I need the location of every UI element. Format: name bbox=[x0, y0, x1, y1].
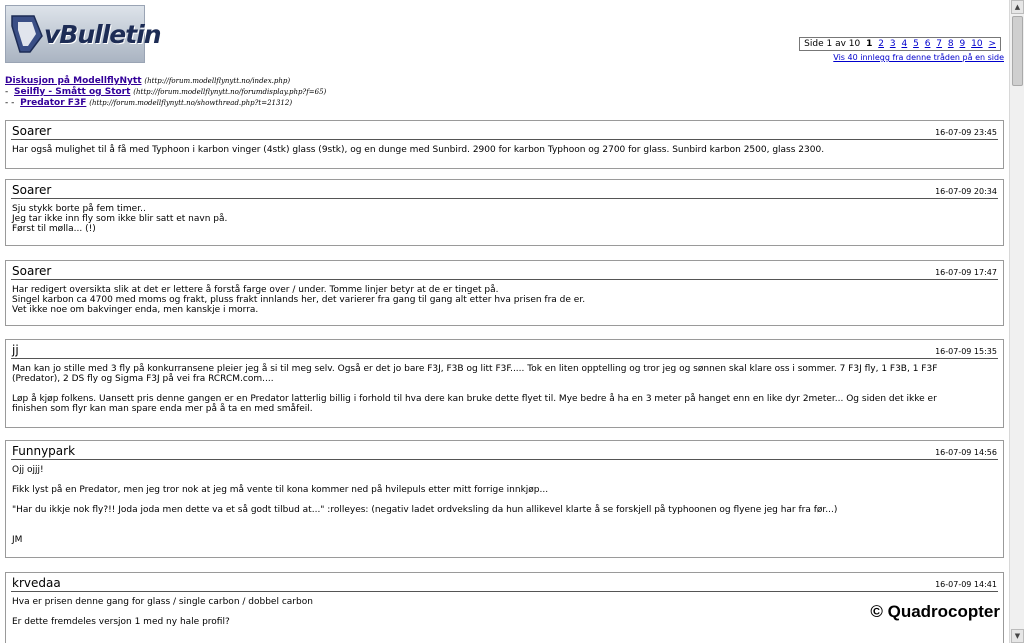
post-body bbox=[6, 140, 1003, 155]
page-link[interactable]: 7 bbox=[936, 39, 943, 49]
post-paragraph: Har redigert oversikta slik at det er lettere å forstå farge over / under. Tomme linjer betyr at de er tinget på. Singel karbon ca 4700 med moms og frakt, pluss frakt innlands her, det varierer fra gang til gang alt etter hva prisen fra de er. Vet ikke noe om bakvinger enda, men kanskje i morra. bbox=[12, 285, 586, 315]
page-current: 1 bbox=[866, 39, 873, 49]
post-paragraph: Man kan jo stille med 3 fly på konkurransene pleier jeg å si til meg selv. Også er det jo bare F3J, F3B og litt F3F..... Tok en liten opptelling og tror jeg og sønnen skal klare oss i sommer. 7 F3J fly, 1 F3B, 1 F3F (Predator), 2 DS fly og Sigma F3J på vei fra RCRCM.com.... bbox=[12, 364, 938, 384]
post-author: Funnypark bbox=[12, 444, 76, 458]
post-date: 16-07-09 14:56 bbox=[935, 448, 997, 457]
post bbox=[5, 339, 1004, 428]
post bbox=[5, 120, 1004, 169]
post-date: 16-07-09 20:34 bbox=[935, 187, 997, 196]
post-author: Soarer bbox=[12, 264, 52, 278]
post-date: 16-07-09 14:41 bbox=[935, 580, 997, 589]
post-paragraph: Fikk lyst på en Predator, men jeg tror nok at jeg må vente til kona kommer ned på hvilepuls etter mitt forrige innkjøp... bbox=[12, 485, 549, 495]
page-count-label: Side 1 av 10 bbox=[804, 39, 861, 49]
post bbox=[5, 260, 1004, 326]
breadcrumb-link-forum[interactable]: Diskusjon på ModellflyNytt bbox=[5, 76, 142, 86]
breadcrumb-url: (http://forum.modellflynytt.no/showthread.php?t=21312) bbox=[89, 99, 293, 107]
breadcrumb-prefix: - - bbox=[5, 98, 15, 108]
post bbox=[5, 179, 1004, 246]
post-body bbox=[6, 359, 1003, 414]
breadcrumb-item bbox=[5, 76, 326, 87]
scroll-down-icon[interactable]: ▼ bbox=[1011, 629, 1024, 643]
post-paragraph: JM bbox=[12, 535, 23, 545]
page-link[interactable]: 9 bbox=[959, 39, 966, 49]
page-link[interactable]: 5 bbox=[913, 39, 919, 49]
breadcrumb-item bbox=[5, 98, 326, 109]
post-author: Soarer bbox=[12, 124, 52, 138]
breadcrumb-url: (http://forum.modellflynytt.no/index.php) bbox=[144, 77, 291, 85]
scrollbar-thumb[interactable] bbox=[1012, 16, 1023, 86]
vbulletin-logo[interactable] bbox=[5, 5, 161, 63]
post-paragraph: Sju stykk borte på fem timer.. Jeg tar ikke inn fly som ikke blir satt et navn på. Først til mølla... (!) bbox=[12, 204, 228, 234]
breadcrumb-link-subforum[interactable]: Seilfly - Smått og Stort bbox=[13, 87, 131, 97]
page-navigation bbox=[799, 37, 1001, 51]
post-paragraph: Løp å kjøp folkens. Uansett pris denne gangen er en Predator latterlig billig i forhold til hva dere kan bruke dette flyet til. Mye bedre å ha en 3 meter på hanget enn en like dyr 2meter... Og siden det ikke er finishen som flyr kan man spare enda mer på å ta en med småfeil. bbox=[12, 394, 937, 414]
scroll-up-icon[interactable]: ▲ bbox=[1011, 0, 1024, 14]
post-body bbox=[6, 280, 1003, 315]
page-link[interactable]: 4 bbox=[901, 39, 908, 49]
vbulletin-logo-icon bbox=[10, 12, 44, 56]
page-link[interactable]: 6 bbox=[924, 39, 931, 49]
post-date: 16-07-09 23:45 bbox=[935, 128, 997, 137]
post-header bbox=[11, 180, 998, 199]
post-paragraph: "Har du ikkje nok fly?!! Joda joda men dette va et så godt tilbud at..." :rolleyes: (negativ ladet ordveksling da hun allikevel klarte å se forskjell på typhoonen og flyene jeg har fra før...) bbox=[12, 505, 838, 515]
logo-text: vBulletin bbox=[44, 20, 161, 49]
post-paragraph: Ojj ojjj! bbox=[12, 465, 44, 475]
page-link[interactable]: 10 bbox=[971, 39, 983, 49]
post-author: jj bbox=[12, 343, 19, 357]
post-date: 16-07-09 15:35 bbox=[935, 347, 997, 356]
breadcrumb-item bbox=[5, 87, 326, 98]
watermark: © Quadrocopter bbox=[870, 602, 1000, 621]
breadcrumb-url: (http://forum.modellflynytt.no/forumdisplay.php?f=65) bbox=[133, 88, 327, 96]
page-link[interactable]: 8 bbox=[947, 39, 954, 49]
post-body bbox=[6, 199, 1003, 234]
post-header bbox=[11, 573, 998, 592]
breadcrumb bbox=[5, 76, 326, 109]
post-body bbox=[6, 592, 1003, 627]
page-link[interactable]: 3 bbox=[889, 39, 896, 49]
breadcrumb-link-thread[interactable]: Predator F3F bbox=[20, 98, 87, 108]
page-next-link[interactable]: > bbox=[988, 39, 996, 49]
post-paragraph: Er dette fremdeles versjon 1 med ny hale profil? bbox=[12, 617, 230, 627]
post-header bbox=[11, 340, 998, 359]
post-header bbox=[11, 261, 998, 280]
post-paragraph: Hva er prisen denne gang for glass / single carbon / dobbel carbon bbox=[12, 597, 313, 607]
post bbox=[5, 440, 1004, 558]
post-author: Soarer bbox=[12, 183, 52, 197]
post-header bbox=[11, 121, 998, 140]
page-link[interactable]: 2 bbox=[878, 39, 884, 49]
vertical-scrollbar[interactable] bbox=[1009, 0, 1024, 643]
breadcrumb-prefix: - bbox=[5, 87, 9, 97]
post-author: krvedaa bbox=[12, 576, 61, 590]
post-body bbox=[6, 460, 1003, 545]
post-date: 16-07-09 17:47 bbox=[935, 268, 997, 277]
post-header bbox=[11, 441, 998, 460]
post-paragraph: Har også mulighet til å få med Typhoon i karbon vinger (4stk) glass (9stk), og en dunge med Sunbird. 2900 for karbon Typhoon og 2700 for glass. Sunbird karbon 2500, glass 2300. bbox=[12, 145, 825, 155]
view-all-posts-link[interactable]: Vis 40 innlegg fra denne tråden på en side bbox=[833, 53, 1004, 62]
post bbox=[5, 572, 1004, 643]
